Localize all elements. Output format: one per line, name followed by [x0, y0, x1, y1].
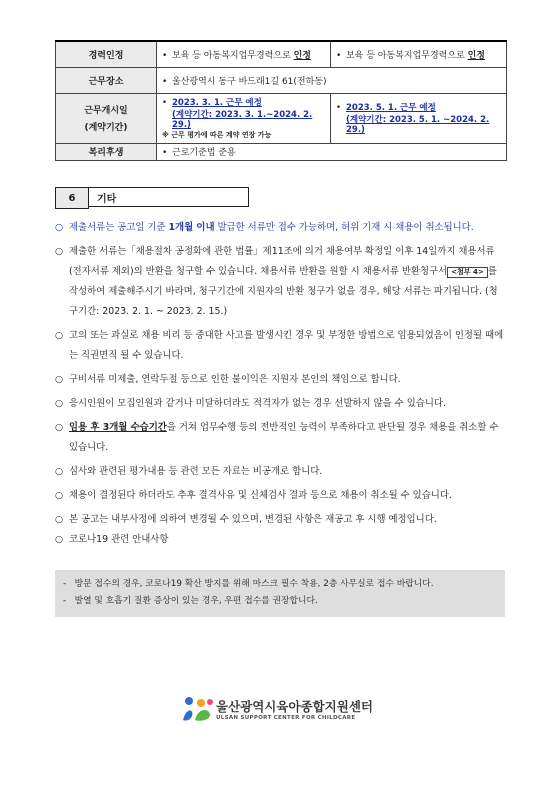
- attachment-tag: <첨부 4>: [447, 267, 488, 278]
- list-item: ○ 응시인원이 모집인원과 같거나 미달하더라도 적격자가 없는 경우 선발하지 않을 수 있습니다.: [55, 394, 505, 414]
- table-row: [56, 143, 507, 160]
- list-item: ○ 심사와 관련된 평가내용 등 관련 모든 자료는 비공개로 합니다.: [55, 462, 505, 482]
- row-label: 복리후생: [56, 143, 157, 160]
- list-item: ○ 채용이 결정된다 하더라도 추후 결격사유 및 신체검사 결과 등으로 채용이 취소될 수 있습니다.: [55, 486, 505, 506]
- circle-bullet-icon: ○: [55, 246, 64, 257]
- covid-note: - 방문 접수의 경우, 코로나19 확산 방지를 위해 마스크 필수 착용, 2층 사무실로 접수 바랍니다.: [63, 579, 434, 589]
- covid-notice-box: [55, 570, 505, 617]
- career-cell-1: • 보육 등 아동복지업무경력으로 인정: [157, 41, 331, 67]
- circle-bullet-icon: ○: [55, 330, 64, 341]
- start-date-cell-1: • 2023. 3. 1. 근무 예정 (계약기간: 2023. 3. 1.~2024. 2. 29.) ※ 근무 평가에 따른 계약 연장 가능: [157, 93, 331, 143]
- circle-bullet-icon: ○: [55, 398, 64, 409]
- section-number: 6: [55, 187, 89, 209]
- notice-list: [55, 218, 505, 554]
- center-logo-icon: [180, 694, 216, 724]
- covid-note: - 발열 및 호흡기 질환 증상이 있는 경우, 우편 접수를 권장합니다.: [63, 596, 318, 606]
- list-item: ○ 코로나19 관련 안내사항: [55, 530, 505, 550]
- row-label: 근무장소: [56, 67, 157, 93]
- row-label: 근무개시일 (계약기간): [56, 93, 157, 143]
- list-item: ○ 고의 또는 과실로 채용 비리 등 중대한 사고를 발생시킨 경우 및 부정한 방법으로 임용되었음이 인정될 때에는 직권면직 될 수 있습니다.: [55, 326, 505, 366]
- table-row: [56, 67, 507, 93]
- circle-bullet-icon: ○: [55, 466, 64, 477]
- circle-bullet-icon: ○: [55, 534, 64, 545]
- circle-bullet-icon: ○: [55, 374, 64, 385]
- workplace-cell: • 울산광역시 동구 바드래1길 61(전하동): [157, 67, 507, 93]
- start-date-cell-2: • 2023. 5. 1. 근무 예정 (계약기간: 2023. 5. 1. ~2024. 2. 29.): [330, 93, 506, 143]
- list-item: ○ 구비서류 미제출, 연락두절 등으로 인한 불이익은 지원자 본인의 책임으로 합니다.: [55, 370, 505, 390]
- welfare-cell: • 근로기준법 준용: [157, 143, 507, 160]
- section-title: 기타: [89, 187, 249, 207]
- circle-bullet-icon: ○: [55, 490, 64, 501]
- table-row: [56, 41, 507, 67]
- section-header: [55, 187, 249, 209]
- career-cell-2: • 보육 등 아동복지업무경력으로 인정: [330, 41, 506, 67]
- list-item: ○ 임용 후 3개월 수습기간을 거쳐 업무수행 등의 전반적인 능력이 부족하다고 판단될 경우 채용을 취소할 수 있습니다.: [55, 418, 505, 458]
- table-row: [56, 93, 507, 143]
- footer-logo: [180, 694, 373, 724]
- list-item: ○ 제출서류는 공고일 기준 1개월 이내 발급한 서류만 접수 가능하며, 허위 기재 시 채용이 취소됩니다.: [55, 218, 505, 238]
- recruitment-info-table: [55, 40, 507, 161]
- circle-bullet-icon: ○: [55, 422, 64, 433]
- circle-bullet-icon: ○: [55, 514, 64, 525]
- row-label: 경력인정: [56, 41, 157, 67]
- circle-bullet-icon: ○: [55, 222, 64, 233]
- list-item: ○ 본 공고는 내부사정에 의하여 변경될 수 있으며, 변경된 사항은 재공고 후 시행 예정입니다.: [55, 510, 505, 530]
- organization-name: 울산광역시육아종합지원센터 ULSAN SUPPORT CENTER FOR CHILDCARE: [216, 699, 373, 721]
- list-item: ○ 제출한 서류는「채용절차 공정화에 관한 법률」제11조에 의거 채용여부 확정일 이후 14일까지 채용서류(전자서류 제외)의 반환을 청구할 수 있습니다. 채용서류 반환을 원할 시 채용서류 반환청구서 <첨부 4> 를 작성하여 제출해주시기 바라며, 청구기간에 지원자의 반환 청구가 없을 경우, 해당 서류는 파기됩니다. (청구기간: 2023. 2. 1. ~ 2023. 2. 15.): [55, 242, 505, 322]
